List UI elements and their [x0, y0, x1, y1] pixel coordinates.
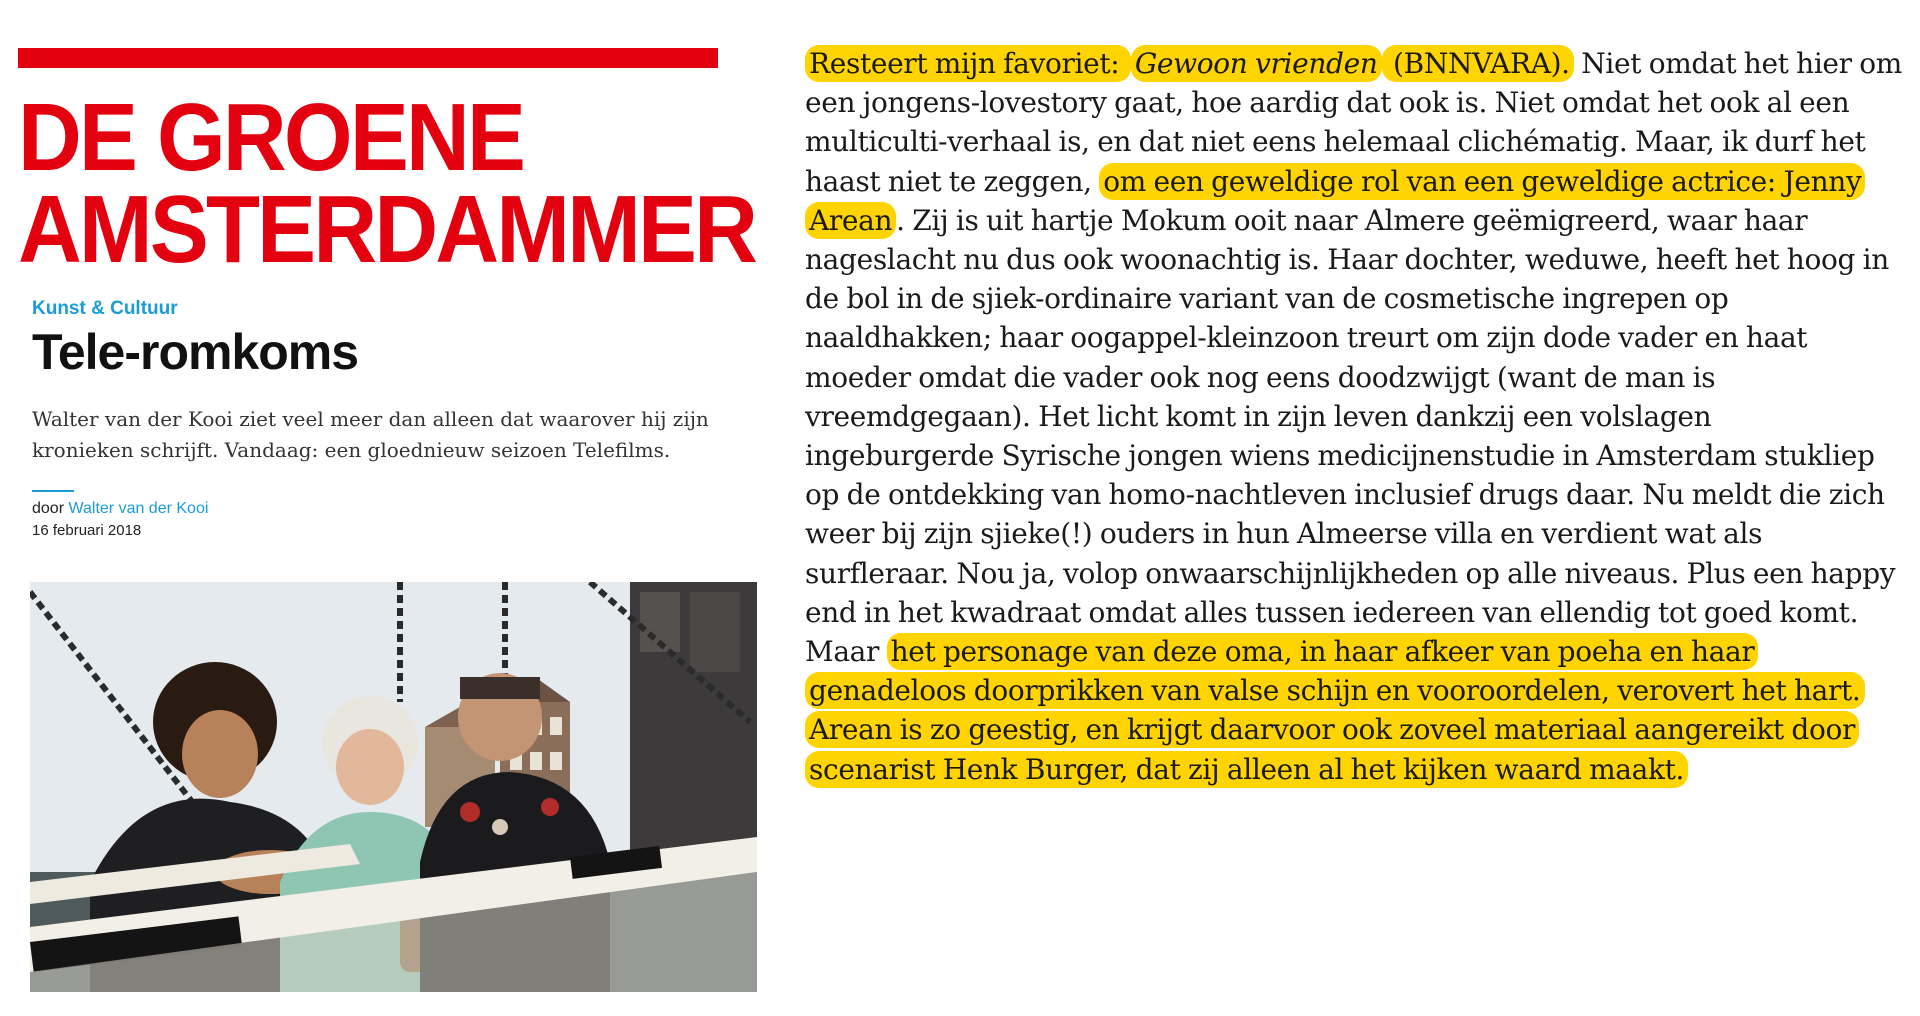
masthead-line-1: DE GROENE	[18, 84, 524, 191]
byline-prefix: door	[32, 500, 65, 517]
author-link[interactable]: Walter van der Kooi	[68, 500, 209, 517]
article-text-segment: . Zij is uit hartje Mokum ooit naar Almere geëmigreerd, waar haar nageslacht nu dus ook woonachtig is. Haar dochter, weduwe, heeft het hoog in de bol in de sjiek-ordinaire variant van de cosmetische ingrepen op naaldhakken; haar oogappel-kleinzoon treurt om zijn dode vader en haat moeder omdat die vader ook nog eens doodzwijgt (want de man is vreemdgegaan). Het licht komt in zijn leven dankzij een volslagen ingeburgerde Syrische jongen wiens medicijnenstudie in Amsterdam stukliep op de ontdekking van homo-nachtleven inclusief drugs daar. Nu meldt die zich weer bij zijn sjieke(!) ouders in hun Almeerse villa en verdient wat als surfleraar. Nou ja, volop onwaarschijnlijkheden op alle niveaus. Plus een happy end in het kwadraat omdat alles tussen iedereen van ellendig tot goed komt. Maar	[805, 203, 1896, 669]
publish-date: 16 februari 2018	[32, 522, 142, 539]
masthead-logo[interactable]	[18, 84, 756, 283]
byline-divider	[32, 490, 74, 492]
article-paragraph	[805, 44, 1905, 789]
highlighted-text: om een geweldige rol van een geweldige actrice: Jenny Arean	[805, 163, 1865, 239]
page-title: Tele-romkoms	[32, 324, 359, 380]
article-body	[805, 44, 1905, 789]
highlighted-text: het personage van deze oma, in haar afkeer van poeha en haar genadeloos doorprikken van valse schijn en vooroordelen, verovert het hart. Arean is zo geestig, en krijgt daarvoor ook zoveel materiaal aangereikt door scenarist Henk Burger, dat zij alleen al het kijken waard maakt.	[805, 633, 1865, 788]
article-text-segment: Niet omdat het hier om een jongens-lovestory gaat, hoe aardig dat ook is. Niet omdat het ook al een multiculti-verhaal is, en dat niet eens helemaal clichématig. Maar, ik durf het haast niet te zeggen,	[805, 47, 1902, 198]
article-photo	[30, 582, 757, 992]
highlighted-text: Resteert mijn favoriet:	[805, 45, 1131, 82]
highlighted-text: Gewoon vrienden	[1131, 45, 1382, 82]
byline	[32, 500, 760, 518]
section-link[interactable]: Kunst & Cultuur	[32, 298, 178, 319]
article-intro: Walter van der Kooi ziet veel meer dan alleen dat waarover hij zijn kronieken schrijft. Vandaag: een gloednieuw seizoen Telefilms.	[32, 407, 709, 462]
article-text	[805, 44, 1905, 789]
brand-red-rule	[18, 48, 718, 68]
masthead-line-2: AMSTERDAMMER	[18, 176, 756, 283]
highlighted-text: (BNNVARA).	[1382, 45, 1574, 82]
article-header	[12, 48, 760, 539]
photo-illustration	[30, 582, 757, 992]
